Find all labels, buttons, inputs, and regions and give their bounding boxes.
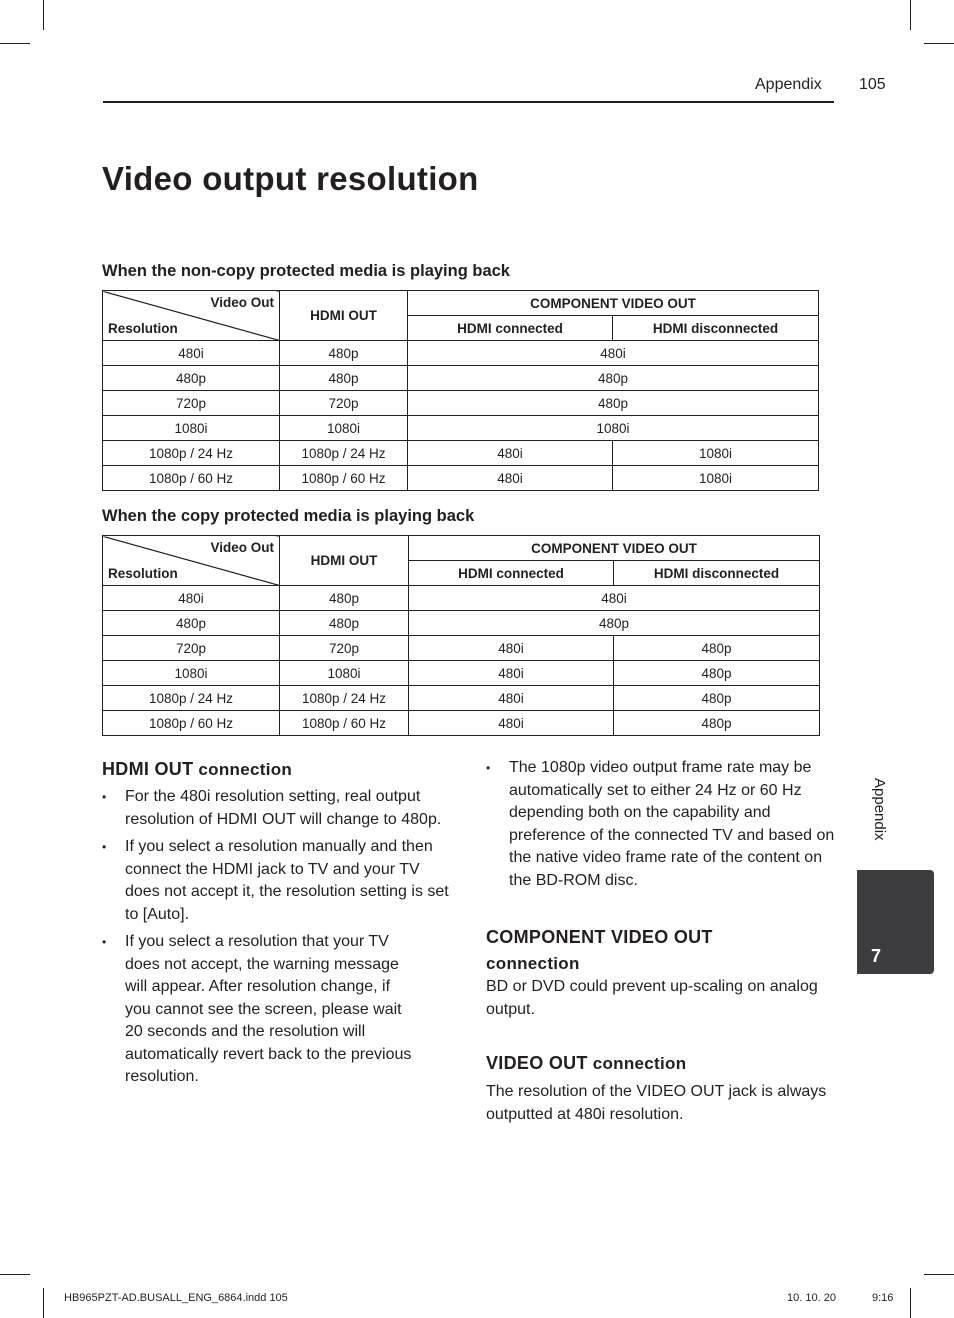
table-row xyxy=(103,466,819,491)
table-cell: 1080i xyxy=(280,661,409,686)
table2-caption: When the copy protected media is playing back xyxy=(102,507,475,525)
table-cell: 480i xyxy=(103,341,280,366)
video-out-label: Video Out xyxy=(210,540,274,555)
table-cell: 1080p / 60 Hz xyxy=(280,466,408,491)
list-item: • The 1080p video output frame rate may be automatically set to either 24 Hz or 60 Hz depending both on the capability and preference of the connected TV and based on the native video frame rate of the content on the BD-ROM disc. xyxy=(486,757,836,892)
crop-mark xyxy=(43,1288,44,1318)
footer-file: HB965PZT-AD.BUSALL_ENG_6864.indd 105 xyxy=(64,1292,288,1304)
table-row xyxy=(103,416,819,441)
table-cell: 480p xyxy=(408,366,819,391)
component-header: COMPONENT VIDEO OUT xyxy=(408,291,819,316)
heading-tail: connection xyxy=(587,1054,687,1073)
table-cell: 1080i xyxy=(613,441,819,466)
table-cell: 1080p / 24 Hz xyxy=(280,441,408,466)
chapter-number: 7 xyxy=(871,946,882,966)
crop-mark xyxy=(0,1274,30,1275)
component-heading xyxy=(486,924,786,977)
table-cell: 1080i xyxy=(408,416,819,441)
hdmi-out-heading xyxy=(102,759,292,780)
video-out-heading xyxy=(486,1053,686,1074)
table-row xyxy=(103,341,819,366)
table-cell: 480p xyxy=(280,611,409,636)
table-cell: 1080p / 60 Hz xyxy=(280,711,409,736)
footer-time: 9:16 xyxy=(872,1292,894,1304)
crop-mark xyxy=(910,0,911,30)
table-cell: 480p xyxy=(614,636,820,661)
table-cell: 720p xyxy=(103,391,280,416)
crop-mark xyxy=(924,43,954,44)
table-corner-cell xyxy=(103,291,280,341)
table-cell: 480i xyxy=(103,586,280,611)
chapter-tab xyxy=(857,870,934,974)
table-cell: 1080i xyxy=(613,466,819,491)
table-row xyxy=(103,391,819,416)
resolution-table-copy xyxy=(102,535,820,736)
table-cell: 480i xyxy=(409,661,614,686)
list-item: • If you select a resolution that your TV does not accept, the warning message will appear. After resolution change, if you cannot see the screen, please wait 20 seconds and the resolution will automatically revert back to the previous resolution. xyxy=(102,931,420,1089)
video-out-label: Video Out xyxy=(210,295,274,310)
table-cell: 720p xyxy=(280,636,409,661)
table-cell: 720p xyxy=(280,391,408,416)
table-cell: 480p xyxy=(280,366,408,391)
table1-caption: When the non-copy protected media is playing back xyxy=(102,262,510,280)
heading-main: COMPONENT VIDEO OUT xyxy=(486,927,713,947)
table-cell: 720p xyxy=(103,636,280,661)
header-section-name: Appendix xyxy=(755,76,822,93)
hdmi-bullet-list xyxy=(102,786,452,1094)
hdmi-disconnected-header: HDMI disconnected xyxy=(614,561,820,586)
resolution-label: Resolution xyxy=(108,321,178,336)
table-cell: 1080p / 24 Hz xyxy=(103,441,280,466)
component-header: COMPONENT VIDEO OUT xyxy=(409,536,820,561)
table-row xyxy=(103,611,820,636)
table-row xyxy=(103,661,820,686)
table-cell: 480p xyxy=(409,611,820,636)
table-cell: 1080i xyxy=(103,661,280,686)
table-cell: 480i xyxy=(408,466,613,491)
table-row xyxy=(103,366,819,391)
table-cell: 480p xyxy=(280,341,408,366)
table-cell: 1080p / 24 Hz xyxy=(280,686,409,711)
hdmi-out-header: HDMI OUT xyxy=(280,536,409,586)
resolution-label: Resolution xyxy=(108,566,178,581)
table-cell: 1080p / 24 Hz xyxy=(103,686,280,711)
crop-mark xyxy=(910,1288,911,1318)
table-cell: 480p xyxy=(280,586,409,611)
table-cell: 1080p / 60 Hz xyxy=(103,711,280,736)
table-cell: 480p xyxy=(614,686,820,711)
table-cell: 480i xyxy=(408,341,819,366)
table-cell: 1080i xyxy=(103,416,280,441)
resolution-table-non-copy xyxy=(102,290,819,491)
table-row xyxy=(103,686,820,711)
table-cell: 480p xyxy=(614,661,820,686)
list-item: • For the 480i resolution setting, real output resolution of HDMI OUT will change to 480p. xyxy=(102,786,452,831)
table-cell: 480p xyxy=(103,611,280,636)
table-cell: 1080p / 60 Hz xyxy=(103,466,280,491)
hdmi-connected-header: HDMI connected xyxy=(409,561,614,586)
table-row xyxy=(103,636,820,661)
table-cell: 480i xyxy=(409,711,614,736)
hdmi-disconnected-header: HDMI disconnected xyxy=(613,316,819,341)
hdmi-out-header: HDMI OUT xyxy=(280,291,408,341)
table-row xyxy=(103,586,820,611)
table-corner-cell xyxy=(103,536,280,586)
hdmi-connected-header: HDMI connected xyxy=(408,316,613,341)
table-row xyxy=(103,441,819,466)
video-out-text: The resolution of the VIDEO OUT jack is always outputted at 480i resolution. xyxy=(486,1083,827,1123)
table-cell: 480i xyxy=(409,586,820,611)
side-tab-label: Appendix xyxy=(871,778,888,841)
crop-mark xyxy=(924,1274,954,1275)
page-title: Video output resolution xyxy=(102,160,479,197)
component-text: BD or DVD could prevent up-scaling on analog output. xyxy=(486,978,818,1018)
crop-mark xyxy=(43,0,44,30)
footer-date: 10. 10. 20 xyxy=(787,1292,836,1304)
heading-main: VIDEO OUT xyxy=(486,1053,588,1073)
header-rule xyxy=(103,101,834,103)
heading-main: HDMI OUT xyxy=(102,759,194,779)
heading-tail: connection xyxy=(486,954,580,973)
list-item: • If you select a resolution manually and then connect the HDMI jack to TV and your TV does not accept it, the resolution setting is set to [Auto]. xyxy=(102,836,452,926)
table-cell: 480p xyxy=(103,366,280,391)
header-page-number: 105 xyxy=(859,76,886,93)
table-cell: 480i xyxy=(409,636,614,661)
table-cell: 480i xyxy=(408,441,613,466)
table-cell: 480i xyxy=(409,686,614,711)
table-cell: 480p xyxy=(614,711,820,736)
heading-tail: connection xyxy=(193,760,293,779)
table-cell: 1080i xyxy=(280,416,408,441)
crop-mark xyxy=(0,43,30,44)
table-row xyxy=(103,711,820,736)
table-cell: 480p xyxy=(408,391,819,416)
hdmi-bullet-list-continued xyxy=(486,757,836,897)
